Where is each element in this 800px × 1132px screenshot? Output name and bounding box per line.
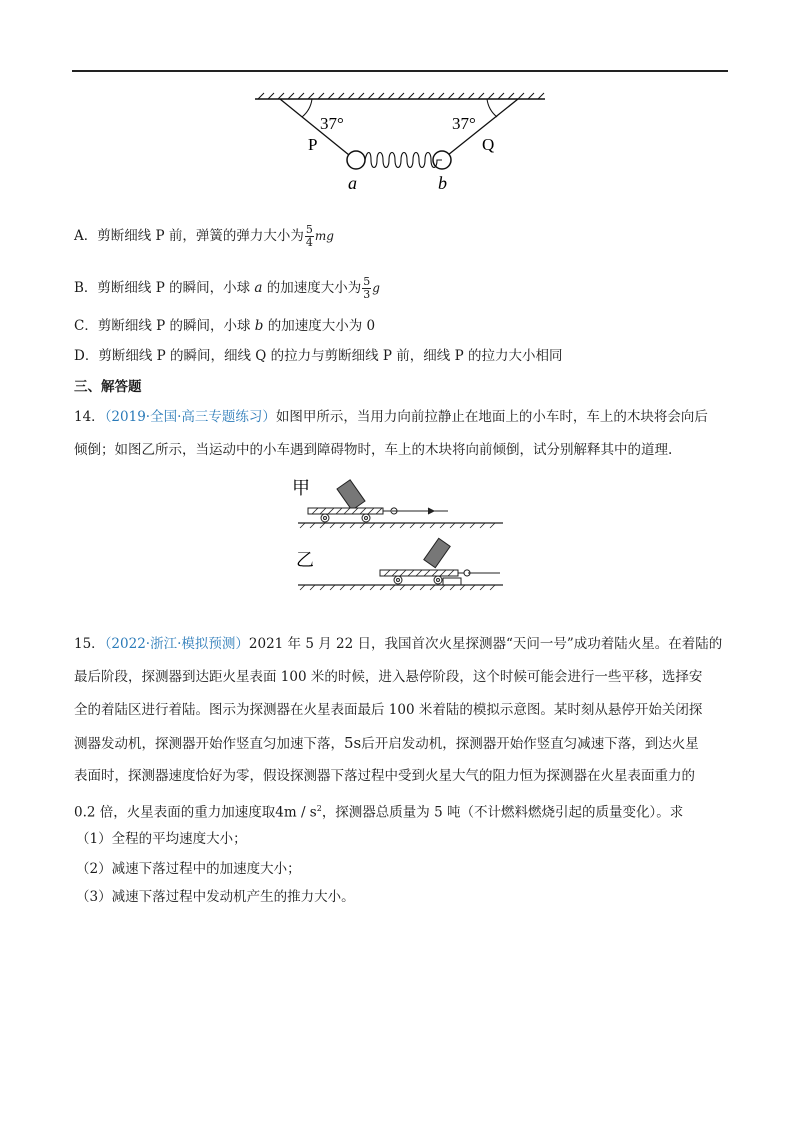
q14-line1 <box>74 407 708 427</box>
ball-a <box>347 151 365 169</box>
q14-source-link[interactable]: （2019·全国·高三专题练习） <box>104 409 276 425</box>
q15-line5: 表面时，探测器速度恰好为零，假设探测器下落过程中受到火星大气的阻力恒为探测器在火星表面重力的 <box>74 768 695 784</box>
q15-sub2: （2）减速下落过程中的加速度大小； <box>76 861 301 877</box>
option-a-unit: mg <box>314 229 334 243</box>
q14-text: 如图甲所示，当用力向前拉静止在地面上的小车时，车上的木块将会向后 <box>275 409 708 425</box>
option-b <box>74 276 380 301</box>
label-jia: 甲 <box>292 478 310 499</box>
q15-line6-text-b: ，探测器总质量为 5 吨（不计燃料燃烧引起的质量变化）。求 <box>321 804 684 821</box>
section-title: 三、解答题 <box>74 379 142 395</box>
fraction-5-4 <box>305 224 314 249</box>
option-a-text: A．剪断细线 P 前，弹簧的弹力大小为 <box>74 228 304 244</box>
q15-line4 <box>74 733 699 754</box>
option-b-var: a <box>254 280 263 296</box>
fraction-5-3 <box>362 276 371 301</box>
option-b-text: B．剪断细线 P 的瞬间，小球 <box>74 280 255 296</box>
q15-number: 15． <box>74 636 105 652</box>
spring-ball-diagram <box>250 92 550 192</box>
fraction-denominator: 3 <box>363 288 371 301</box>
q15-line2: 最后阶段，探测器到达距火星表面 100 米的时候，进入悬停阶段，这个时候可能会进行一些平移，选择安 <box>74 669 703 685</box>
q15-line4-text-a: 测器发动机，探测器开始作竖直匀加速下落， <box>74 736 344 752</box>
option-a <box>74 224 334 249</box>
angle-left-label: 37° <box>320 114 344 133</box>
option-c-text: C．剪断细线 P 的瞬间，小球 <box>74 318 255 334</box>
option-c <box>74 316 375 336</box>
block-jia <box>337 480 365 510</box>
q15-gravity-exponent: 2 <box>316 804 322 813</box>
q15-line6-text-a: 0.2 倍，火星表面的重力加速度取 <box>74 804 276 821</box>
obstacle <box>443 578 461 585</box>
q15-line6 <box>74 799 683 823</box>
fraction-numerator: 5 <box>363 275 371 288</box>
block-yi <box>424 538 450 567</box>
q15-line3: 全的着陆区进行着陆。图示为探测器在火星表面最后 100 米着陆的模拟示意图。某时刻从悬停开始关闭探 <box>74 702 703 718</box>
q15-sub3: （3）减速下落过程中发动机产生的推力大小。 <box>76 889 355 905</box>
q14-line2: 倾倒；如图乙所示，当运动中的小车遇到障碍物时，车上的木块将向前倾倒，试分别解释其中的道理. <box>74 442 673 458</box>
label-yi: 乙 <box>296 550 314 571</box>
spring <box>365 153 442 168</box>
label-q: Q <box>482 135 495 154</box>
label-a: a <box>348 173 357 192</box>
q14-number: 14． <box>74 409 105 425</box>
q15-source-link[interactable]: （2022·浙江·模拟预测） <box>104 636 249 652</box>
label-p: P <box>308 135 318 154</box>
q15-text: 2021 年 5 月 22 日，我国首次火星探测器“天问一号”成功着陆火星。在着陆的 <box>248 636 723 652</box>
option-c-suffix: 的加速度大小为 0 <box>263 318 376 334</box>
option-b-mid: 的加速度大小为 <box>262 280 362 296</box>
fraction-denominator: 4 <box>305 236 313 249</box>
cart-jia <box>308 508 383 514</box>
option-d <box>74 346 562 366</box>
cart-block-diagram <box>288 474 518 600</box>
header-rule <box>72 70 728 72</box>
angle-right-label: 37° <box>452 114 476 133</box>
label-b: b <box>438 173 447 192</box>
q15-line1 <box>74 634 722 654</box>
option-d-text: D．剪断细线 P 的瞬间，细线 Q 的拉力与剪断细线 P 前，细线 P 的拉力大小相同 <box>74 348 563 364</box>
q15-sub1: （1）全程的平均速度大小； <box>76 831 247 847</box>
fraction-numerator: 5 <box>305 223 313 236</box>
option-b-unit: g <box>372 281 380 295</box>
q15-line4-text-b: 后开启发动机，探测器开始作竖直匀减速下落，到达火星 <box>361 736 699 752</box>
q15-time-value: 5s <box>344 734 362 752</box>
option-c-var: b <box>254 318 264 334</box>
q15-gravity-value: 4m / s <box>275 804 317 821</box>
